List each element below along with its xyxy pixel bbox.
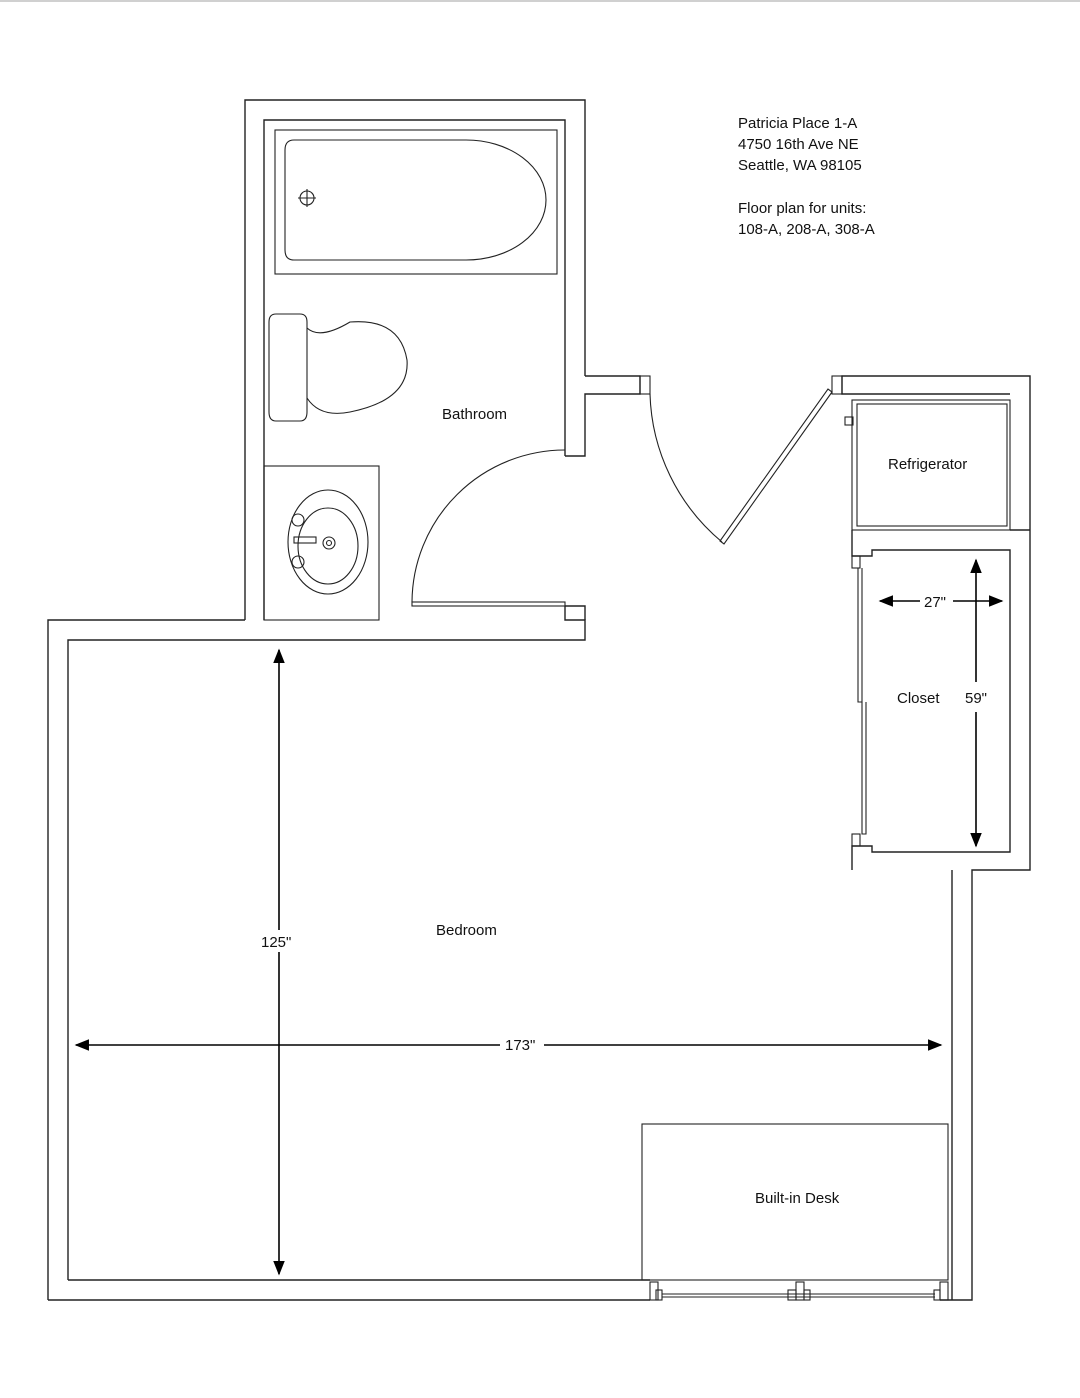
bedroom-depth-label: 125": [261, 934, 292, 951]
bedroom-width-label: 173": [505, 1037, 536, 1054]
closet-label: Closet: [897, 690, 940, 707]
sink: [264, 466, 379, 620]
closet-depth-label: 59": [965, 690, 988, 707]
bathroom-door: [412, 450, 565, 606]
bathtub: [275, 130, 557, 274]
address-block: [738, 115, 875, 238]
toilet: [269, 314, 407, 421]
closet-width-label: 27": [924, 594, 947, 611]
building-name: Patricia Place 1-A: [738, 115, 858, 132]
desk-label: Built-in Desk: [755, 1190, 840, 1207]
units-caption: Floor plan for units:: [738, 200, 867, 217]
bathroom-label: Bathroom: [442, 406, 508, 423]
city-state-zip: Seattle, WA 98105: [738, 157, 862, 174]
refrigerator-label: Refrigerator: [888, 456, 968, 473]
closet: [852, 530, 1030, 870]
street-address: 4750 16th Ave NE: [738, 136, 859, 153]
entry-door: [640, 376, 842, 544]
exterior-walls: [48, 100, 1030, 1300]
bedroom-label: Bedroom: [436, 922, 497, 939]
unit-numbers: 108-A, 208-A, 308-A: [738, 221, 875, 238]
window: [650, 1282, 948, 1300]
